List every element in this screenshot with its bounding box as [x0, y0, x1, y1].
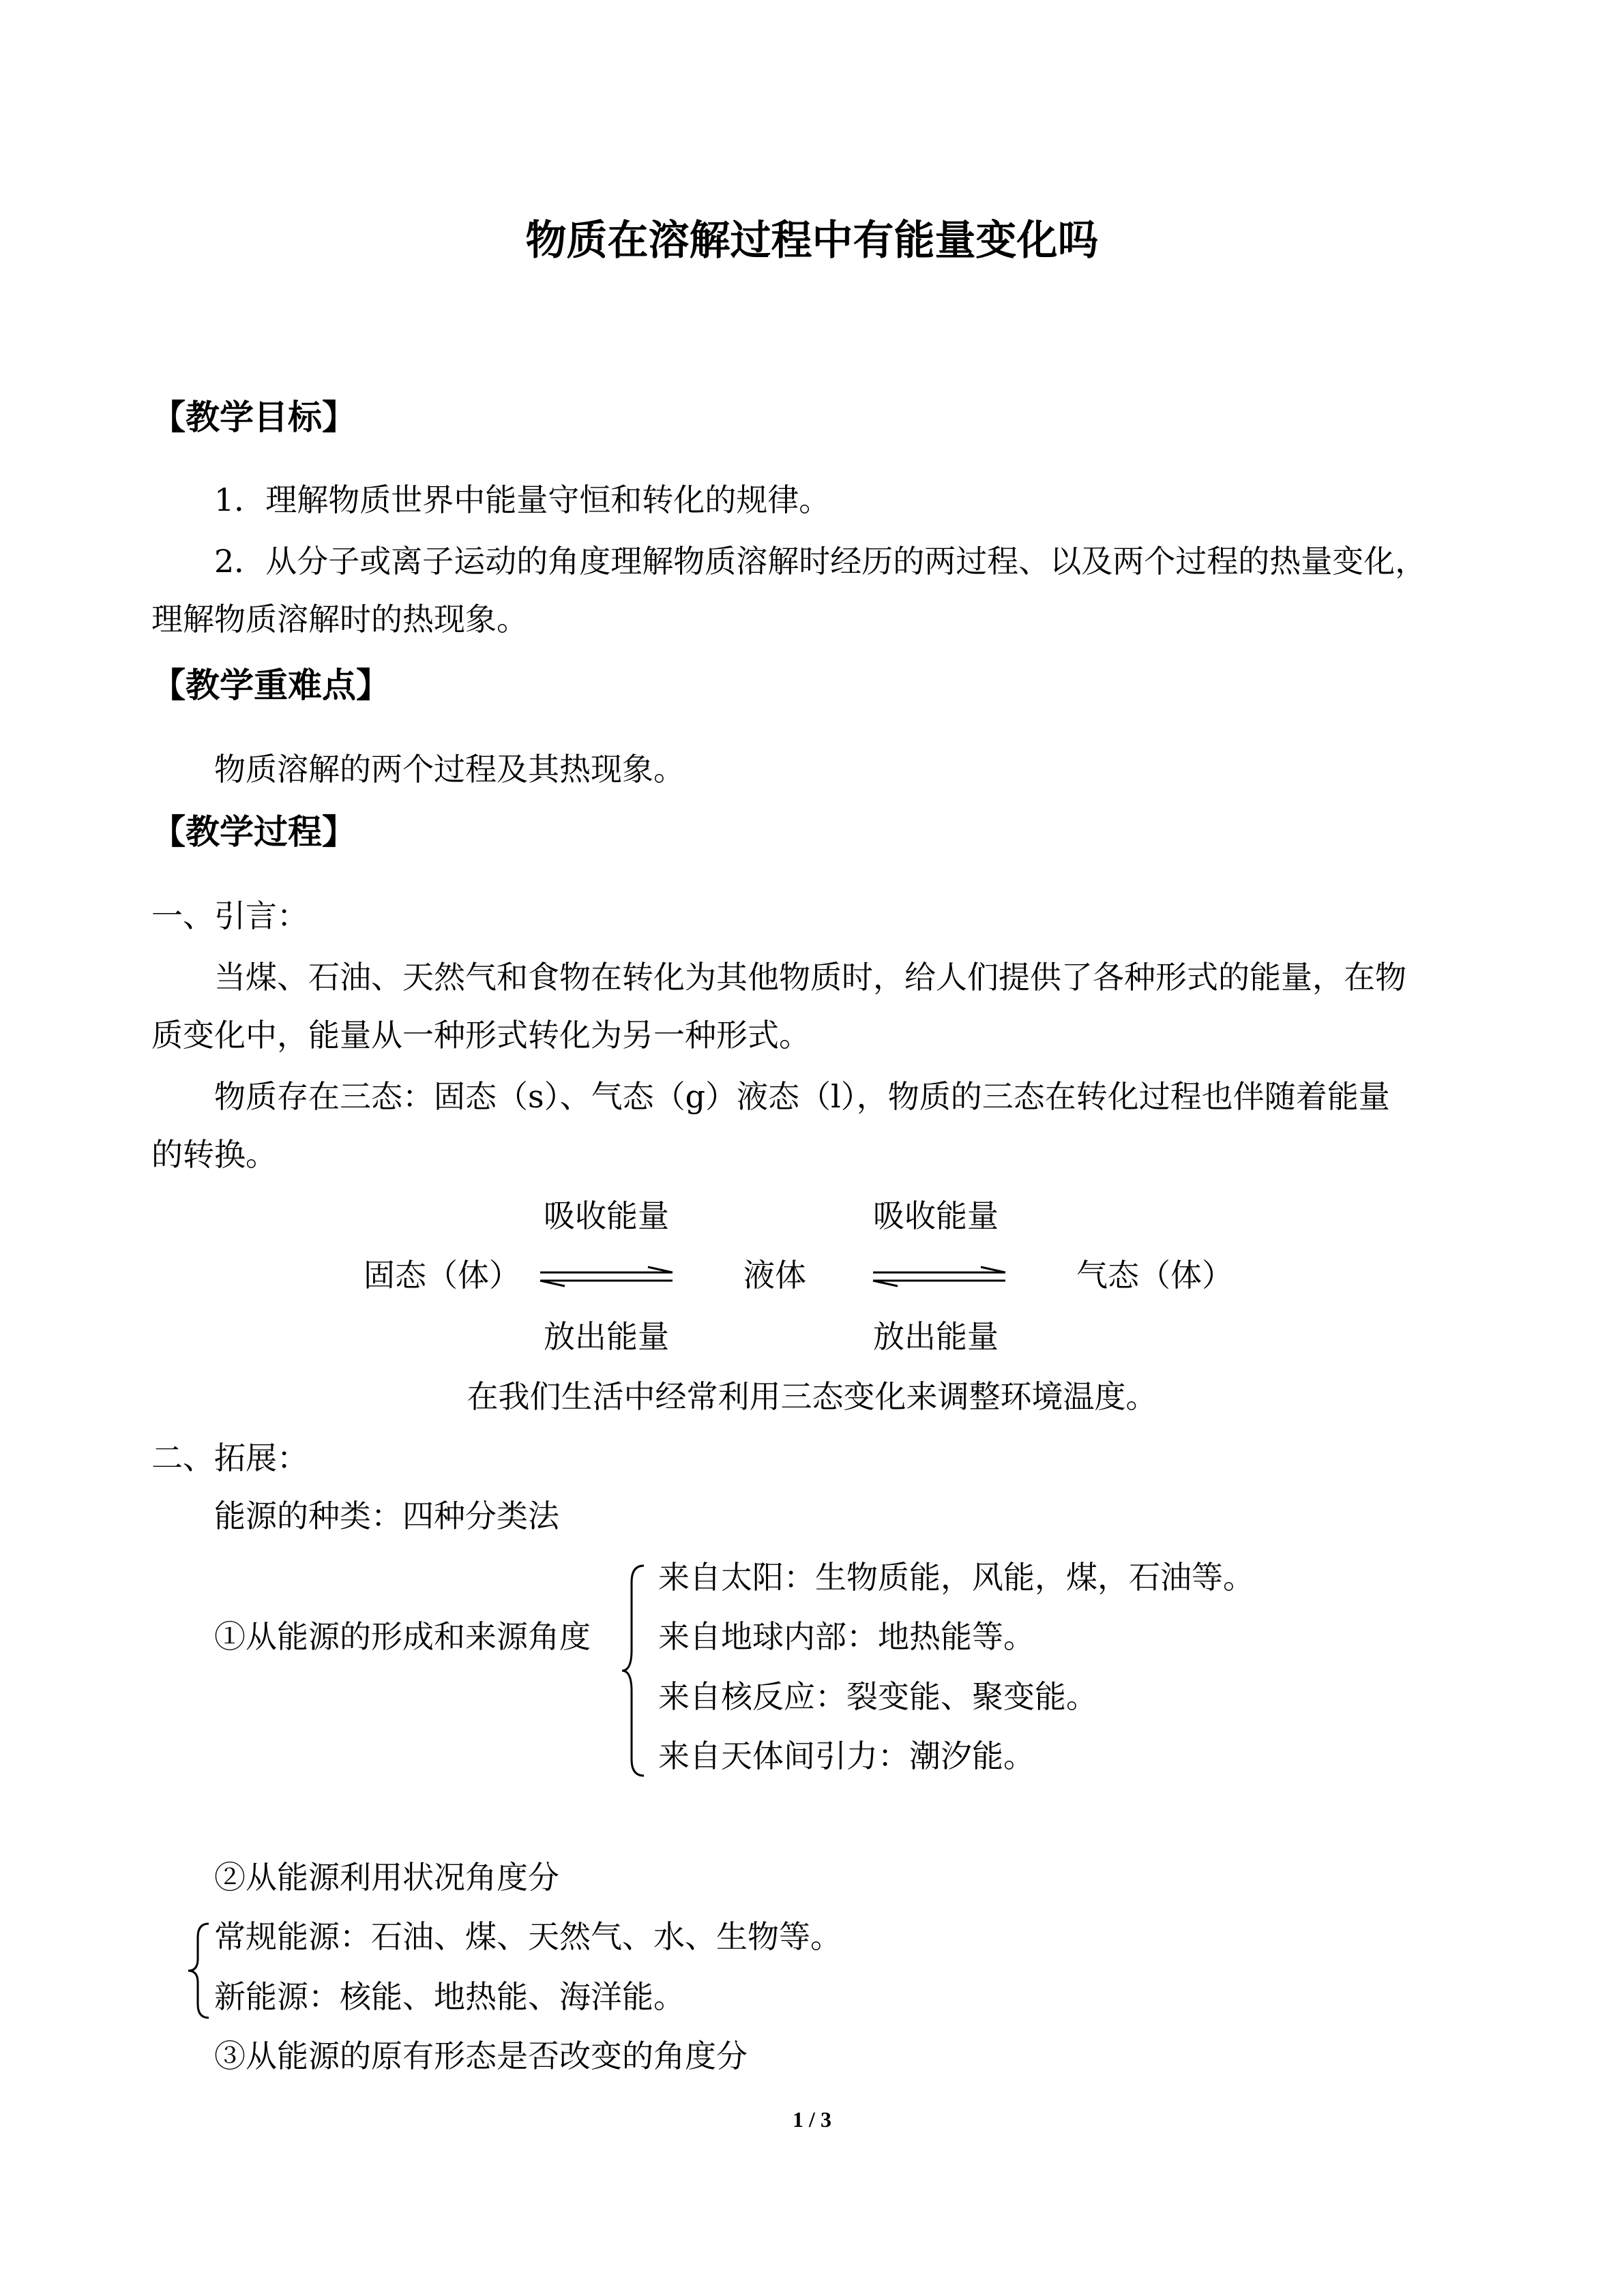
class1-item: 来自核反应：裂变能、聚变能。 — [658, 1678, 1097, 1715]
class1-item: 来自天体间引力：潮汐能。 — [658, 1738, 1035, 1774]
goal-item-1: 1．理解物质世界中能量守恒和转化的规律。 — [214, 481, 831, 518]
difficulties-text: 物质溶解的两个过程及其热现象。 — [214, 751, 685, 788]
intro-heading: 一、引言： — [151, 897, 308, 934]
expand-heading: 二、拓展： — [151, 1440, 308, 1476]
goal-item-2-line2: 理解物质溶解时的热现象。 — [151, 601, 528, 638]
goal-item-2-line1: 2．从分子或离子运动的角度理解物质溶解时经历的两过程、以及两个过程的热量变化， — [214, 543, 1427, 580]
brace-icon — [184, 1920, 211, 2022]
intro-paragraph-1-line2: 质变化中，能量从一种形式转化为另一种形式。 — [151, 1017, 810, 1054]
brace-icon — [619, 1562, 647, 1780]
class2-label: ②从能源利用状况角度分 — [214, 1859, 559, 1896]
page-title: 物质在溶解过程中有能量变化吗 — [525, 217, 1099, 265]
section-heading-difficulties: 【教学重难点】 — [151, 666, 390, 705]
energy-types-text: 能源的种类：四种分类法 — [214, 1497, 559, 1534]
reversible-arrow-icon — [872, 1263, 1008, 1290]
section-heading-process: 【教学过程】 — [151, 812, 356, 852]
state-liquid: 液体 — [743, 1257, 806, 1294]
absorb-energy-label-1: 吸收能量 — [544, 1197, 669, 1234]
release-energy-label-1: 放出能量 — [544, 1318, 669, 1355]
page-number: 1 / 3 — [793, 2107, 831, 2132]
absorb-energy-label-2: 吸收能量 — [873, 1197, 999, 1234]
section-heading-goals: 【教学目标】 — [151, 398, 356, 437]
life-note: 在我们生活中经常利用三态变化来调整环境温度。 — [467, 1378, 1157, 1415]
intro-paragraph-1-line1: 当煤、石油、天然气和食物在转化为其他物质时，给人们提供了各种形式的能量，在物 — [214, 959, 1406, 996]
state-gas: 气态（体） — [1076, 1257, 1233, 1294]
class2-item: 常规能源：石油、煤、天然气、水、生物等。 — [214, 1918, 842, 1955]
state-solid: 固态（体） — [364, 1257, 520, 1294]
class1-label: ①从能源的形成和来源角度 — [214, 1618, 591, 1655]
reversible-arrow-icon — [539, 1263, 675, 1290]
class1-item: 来自太阳：生物质能，风能，煤，石油等。 — [658, 1559, 1254, 1596]
class1-item: 来自地球内部：地热能等。 — [658, 1618, 1035, 1655]
intro-paragraph-2-line1: 物质存在三态：固态（s）、气态（g）液态（l），物质的三态在转化过程也伴随着能量 — [214, 1078, 1390, 1115]
class3-label: ③从能源的原有形态是否改变的角度分 — [214, 2038, 748, 2074]
class2-item: 新能源：核能、地热能、海洋能。 — [214, 1978, 685, 2015]
intro-paragraph-2-line2: 的转换。 — [151, 1136, 277, 1173]
release-energy-label-2: 放出能量 — [873, 1318, 999, 1355]
